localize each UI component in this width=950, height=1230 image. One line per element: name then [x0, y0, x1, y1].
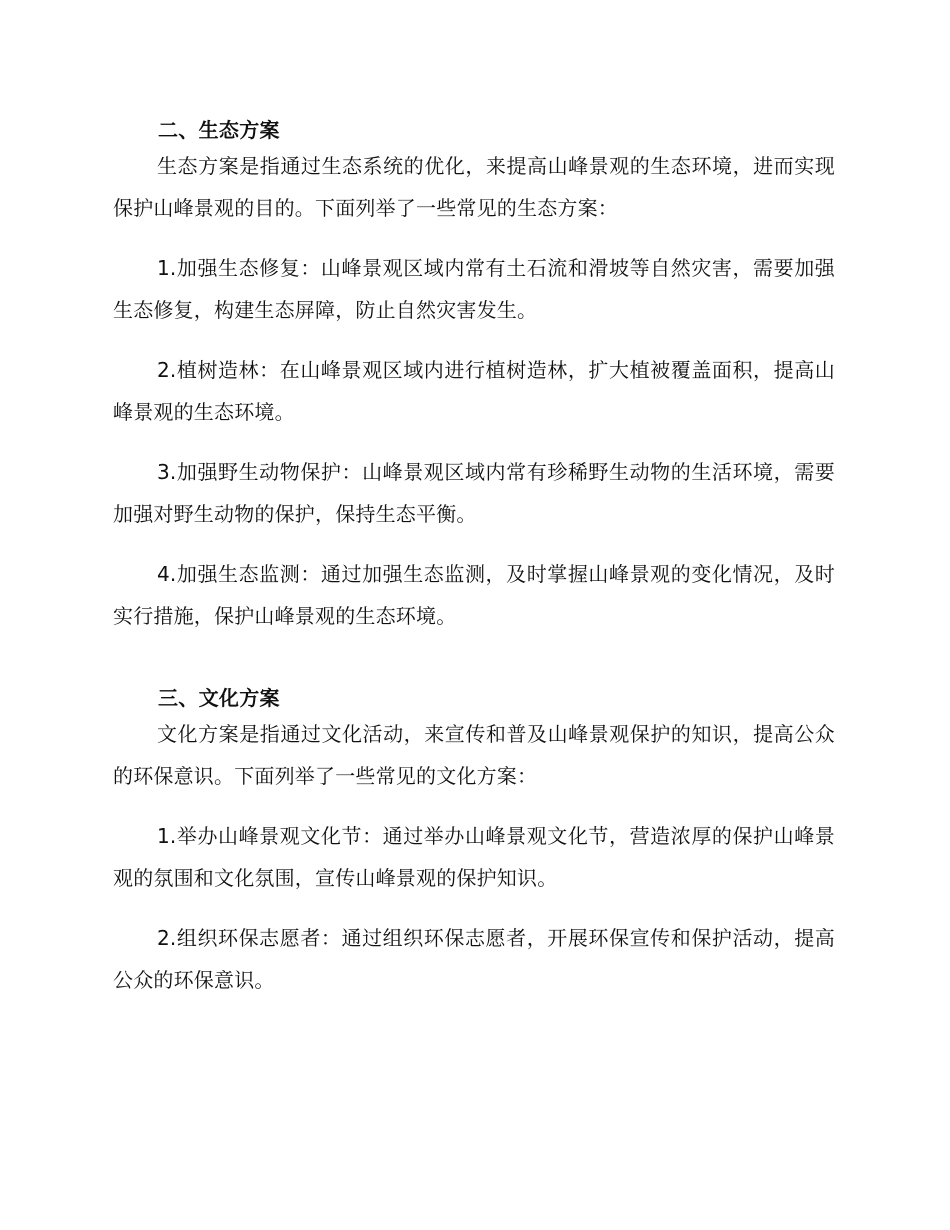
list-item-ecology-1: 1.加强生态修复：山峰景观区域内常有土石流和滑坡等自然灾害，需要加强生态修复，构建生态屏障，防止自然灾害发生。 [113, 256, 835, 322]
list-item-culture-2: 2.组织环保志愿者：通过组织环保志愿者，开展环保宣传和保护活动，提高公众的环保意识。 [113, 926, 835, 992]
list-item-ecology-4: 4.加强生态监测：通过加强生态监测，及时掌握山峰景观的变化情况，及时实行措施，保护山峰景观的生态环境。 [113, 562, 835, 628]
list-item-culture-1: 1.举办山峰景观文化节：通过举办山峰景观文化节，营造浓厚的保护山峰景观的氛围和文化氛围，宣传山峰景观的保护知识。 [113, 824, 835, 890]
section-heading-culture: 三、文化方案 [158, 686, 280, 710]
list-item-ecology-3: 3.加强野生动物保护：山峰景观区域内常有珍稀野生动物的生活环境，需要加强对野生动物的保护，保持生态平衡。 [113, 460, 835, 526]
section-heading-ecology: 二、生态方案 [158, 118, 280, 142]
paragraph-culture-intro: 文化方案是指通过文化活动，来宣传和普及山峰景观保护的知识，提高公众的环保意识。下面列举了一些常见的文化方案： [113, 722, 835, 788]
list-item-ecology-2: 2.植树造林：在山峰景观区域内进行植树造林，扩大植被覆盖面积，提高山峰景观的生态环境。 [113, 358, 835, 424]
paragraph-ecology-intro: 生态方案是指通过生态系统的优化，来提高山峰景观的生态环境，进而实现保护山峰景观的目的。下面列举了一些常见的生态方案： [113, 154, 835, 220]
